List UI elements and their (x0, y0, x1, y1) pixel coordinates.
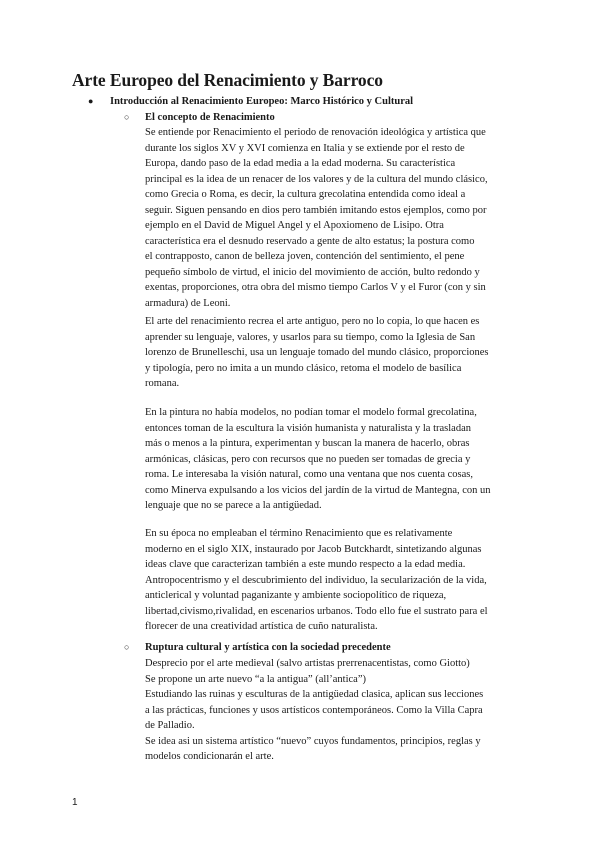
text-line: característica era el desnudo reservado a gente de alto estatus; la postura como (145, 235, 475, 247)
text-line: moderno en el siglo XIX, instaurado por Jacob Butckhardt, sintetizando algunas (145, 543, 482, 555)
circle-bullet-icon: ○ (124, 642, 130, 652)
text-line: ideas clave que caracterizan también a este mundo respecto a la edad media. (145, 559, 466, 571)
page-number: 1 (72, 797, 78, 808)
text-line: lorenzo de Brunelleschi, usa un lenguaje tomado del mundo clásico, proporciones (145, 347, 489, 359)
text-line: ejemplo en el David de Miguel Angel y el Apoxiomeno de Lisipo. Otra (145, 220, 444, 232)
text-line: Antropocentrismo y el descubrimiento del individuo, la secularización de la vida, (145, 574, 487, 586)
text-line: más o menos a la pintura, experimentan y buscan la manera de hacerlo, obras (145, 438, 470, 450)
text-line: como Grecia o Roma, es decir, la cultura grecolatina entendida como ideal a (145, 189, 466, 201)
text-line: pequeño símbolo de virtud, el inicio del movimiento de acción, bulto redondo y (145, 266, 480, 278)
section-heading (88, 96, 413, 107)
subsection-heading-text: El concepto de Renacimiento (145, 112, 275, 123)
text-line: Se entiende por Renacimiento el periodo de renovación ideológica y artística que (145, 127, 486, 138)
text-line: Se idea asi un sistema artístico “nuevo” cuyos fundamentos, principios, reglas y (145, 735, 481, 747)
document-title: Arte Europeo del Renacimiento y Barroco (72, 70, 383, 90)
subsection-heading-text: Ruptura cultural y artística con la sociedad precedente (145, 642, 391, 653)
circle-bullet-icon: ○ (124, 112, 130, 122)
text-line: anticlerical y voluntad paganizante y ambiente sociopolítico de riqueza, (145, 590, 447, 602)
text-line: modelos condicionarán el arte. (145, 751, 274, 763)
text-line: a las prácticas, funciones y usos artísticos contemporáneos. Como la Villa Capra (145, 704, 483, 716)
paragraph (145, 526, 535, 635)
text-line: y tipología, pero no imita a un mundo clásico, retoma el modelo de basílica (145, 362, 462, 374)
text-line: principal es la idea de un renacer de los valores y de la cultura del mundo clásico, (145, 173, 488, 185)
text-line: Se propone un arte nuevo “a la antigua” (all’antica”) (145, 673, 366, 685)
bullet-icon: ● (88, 96, 94, 106)
text-line: roma. Le interesaba la visión natural, como una ventana que nos cuenta cosas, (145, 469, 474, 481)
text-line: armadura) de Leoni. (145, 298, 231, 310)
text-line: romana. (145, 378, 180, 390)
text-line: Desprecio por el arte medieval (salvo artistas prerrenacentistas, como Giotto) (145, 658, 470, 669)
text-line: lenguaje que no se parece a la antigüedad. (145, 500, 322, 512)
paragraph (145, 656, 535, 765)
text-line: de Palladio. (145, 720, 195, 732)
text-line: El arte del renacimiento recrea el arte antiguo, pero no lo copia, lo que hacen es (145, 316, 480, 327)
text-line: durante los siglos XV y XVI comienza en Italia y se extiende por el resto de (145, 142, 465, 154)
text-line: el contrapposto, canon de belleza joven, contención del sentimiento, el pene (145, 251, 465, 263)
text-line: seguir. Siguen pensando en dios pero también imitando estos ejemplos, como por (145, 204, 487, 216)
text-line: Europa, dando paso de la edad media a la edad moderna. Su característica (145, 158, 456, 170)
subsection-heading-1 (124, 112, 275, 123)
subsection-heading-2 (124, 642, 391, 653)
paragraph (145, 405, 535, 514)
text-line: armónicas, clásicas, pero con recursos que no pueden ser tomadas de grecia y (145, 453, 471, 465)
text-line: En su época no empleaban el término Renacimiento que es relativamente (145, 528, 453, 539)
text-line: entonces toman de la escultura la visión humanista y naturalista y la trasladan (145, 422, 471, 434)
text-line: Estudiando las ruinas y esculturas de la antigüedad clasica, aplican sus lecciones (145, 689, 484, 701)
text-line: libertad,civismo,rivalidad, en escenarios urbanos. Todo ello fue el sustrato para el (145, 605, 488, 617)
section-heading-text: Introducción al Renacimiento Europeo: Marco Histórico y Cultural (110, 96, 414, 107)
text-line: aprender su lenguaje, valores, y usarlos para su tiempo, como la Iglesia de San (145, 331, 476, 343)
text-line: En la pintura no había modelos, no podían tomar el modelo formal grecolatina, (145, 407, 477, 418)
paragraph (145, 314, 535, 392)
text-line: exentas, proporciones, otra obra del mismo tiempo Carlos V y el Furor (con y sin (145, 282, 486, 294)
text-line: florecer de una creatividad artística de cuño naturalista. (145, 621, 378, 633)
text-line: como Minerva expulsando a los vicios del jardín de la virtud de Mantegna, con un (145, 484, 491, 496)
paragraph (145, 125, 535, 312)
